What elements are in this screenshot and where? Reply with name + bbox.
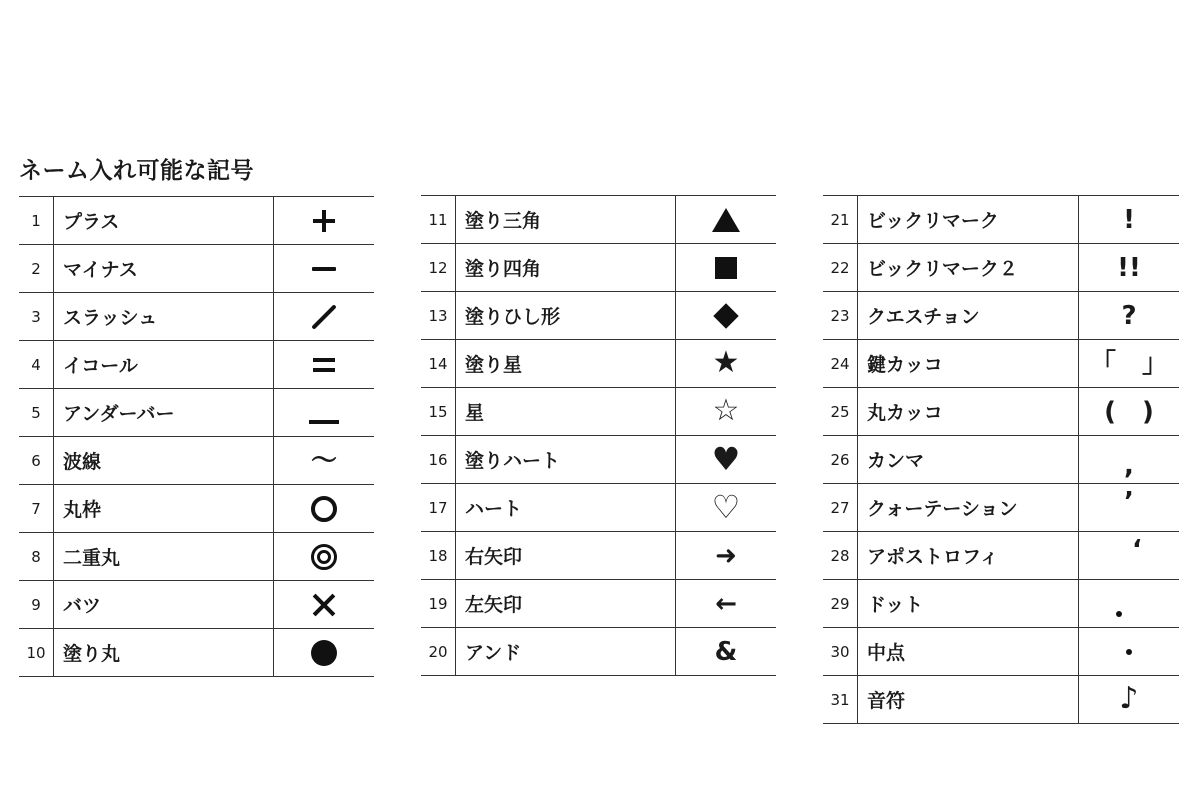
table-row [19,245,374,293]
table-row [421,292,776,340]
comma-icon [1079,436,1180,484]
right-arrow-icon [676,532,777,580]
table-row [19,629,374,677]
symbol-name: 右矢印 [456,532,676,580]
row-number: 19 [421,580,456,628]
parentheses-icon [1079,388,1180,436]
symbol-table-2 [421,195,776,676]
symbol-name: イコール [54,341,274,389]
row-number: 2 [19,245,54,293]
symbol-name: 二重丸 [54,533,274,581]
table-row [421,484,776,532]
table-row [421,244,776,292]
table-row [823,244,1179,292]
table-row [421,196,776,244]
star-outline-icon [676,388,777,436]
parentheses-glyph: ( ) [1104,396,1154,427]
table-row [823,532,1179,580]
symbol-name: クォーテーション [858,484,1079,532]
table-row [823,676,1179,724]
row-number: 18 [421,532,456,580]
symbol-name: ハート [456,484,676,532]
row-number: 8 [19,533,54,581]
double-exclamation-glyph: !! [1117,252,1141,283]
dot-icon [1079,580,1180,628]
table-row [19,341,374,389]
table-row [421,340,776,388]
exclamation-icon [1079,196,1180,244]
minus-icon [274,245,375,293]
symbol-name: 星 [456,388,676,436]
heart-outline-glyph: ♡ [711,487,741,526]
row-number: 13 [421,292,456,340]
symbol-name: 中点 [858,628,1079,676]
apostrophe-glyph: ‘ [1132,534,1142,565]
row-number: 30 [823,628,858,676]
table-row [421,388,776,436]
symbol-name: 鍵カッコ [858,340,1079,388]
filled-heart-icon [676,436,777,484]
ampersand-glyph: & [714,636,738,667]
filled-diamond-icon [676,292,777,340]
row-number: 28 [823,532,858,580]
symbol-name: カンマ [858,436,1079,484]
wave-dash-icon [274,437,375,485]
row-number: 12 [421,244,456,292]
page-title: ネーム入れ可能な記号 [19,158,254,184]
heart-outline-icon [676,484,777,532]
symbol-name: バツ [54,581,274,629]
left-arrow-glyph: ← [715,588,737,619]
table-row [19,293,374,341]
row-number: 23 [823,292,858,340]
table-row [421,532,776,580]
row-number: 21 [823,196,858,244]
row-number: 26 [823,436,858,484]
row-number: 25 [823,388,858,436]
row-number: 24 [823,340,858,388]
symbol-name: プラス [54,197,274,245]
slash-icon [274,293,375,341]
left-arrow-icon [676,580,777,628]
symbol-name: アポストロフィ [858,532,1079,580]
music-note-icon [1079,676,1180,724]
row-number: 17 [421,484,456,532]
corner-brackets-icon [1079,340,1180,388]
row-number: 27 [823,484,858,532]
corner-brackets-glyph: 「 」 [1089,348,1168,379]
row-number: 5 [19,389,54,437]
table-row [823,388,1179,436]
symbol-name: 左矢印 [456,580,676,628]
symbol-name: アンダーバー [54,389,274,437]
symbol-name: スラッシュ [54,293,274,341]
table-row [19,197,374,245]
symbol-name: ビックリマーク２ [858,244,1079,292]
table-row [823,196,1179,244]
row-number: 20 [421,628,456,676]
table-row [823,484,1179,532]
filled-star-icon [676,340,777,388]
row-number: 16 [421,436,456,484]
row-number: 9 [19,581,54,629]
underscore-icon [274,389,375,437]
exclamation-glyph: ! [1123,204,1135,235]
table-row [823,436,1179,484]
symbol-table-1 [19,196,374,677]
symbol-name: ビックリマーク [858,196,1079,244]
table-row [19,533,374,581]
symbol-name: 塗り星 [456,340,676,388]
music-note-glyph: ♪ [1119,681,1139,716]
symbol-name: アンド [456,628,676,676]
quotation-icon [1079,484,1180,532]
table-row [19,437,374,485]
filled-square-icon [676,244,777,292]
question-icon [1079,292,1180,340]
wave-dash-glyph: 〜 [310,445,337,476]
row-number: 11 [421,196,456,244]
ampersand-icon [676,628,777,676]
double-exclamation-icon [1079,244,1180,292]
row-number: 7 [19,485,54,533]
symbol-name: 塗りハート [456,436,676,484]
symbol-name: ドット [858,580,1079,628]
table-row [421,628,776,676]
symbol-table-3 [823,195,1179,724]
circle-outline-icon [274,485,375,533]
equals-icon [274,341,375,389]
plus-icon [274,197,375,245]
symbol-name: 音符 [858,676,1079,724]
table-row [421,436,776,484]
table-row [823,340,1179,388]
row-number: 4 [19,341,54,389]
symbol-name: 丸カッコ [858,388,1079,436]
row-number: 10 [19,629,54,677]
double-circle-icon [274,533,375,581]
table-row [19,581,374,629]
comma-glyph: , [1124,450,1134,481]
row-number: 31 [823,676,858,724]
symbol-name: 塗りひし形 [456,292,676,340]
filled-triangle-icon [676,196,777,244]
symbol-name: 塗り四角 [456,244,676,292]
table-row [421,580,776,628]
quotation-glyph: ’ [1124,486,1134,517]
row-number: 3 [19,293,54,341]
table-row [19,389,374,437]
symbol-name: 丸枠 [54,485,274,533]
symbol-name: マイナス [54,245,274,293]
symbol-name: 波線 [54,437,274,485]
symbol-name: 塗り三角 [456,196,676,244]
symbol-name: クエスチョン [858,292,1079,340]
row-number: 6 [19,437,54,485]
star-outline-glyph: ☆ [712,393,740,428]
row-number: 14 [421,340,456,388]
middle-dot-icon [1079,628,1180,676]
question-glyph: ? [1121,300,1137,331]
row-number: 1 [19,197,54,245]
right-arrow-glyph: ➜ [715,540,737,571]
row-number: 22 [823,244,858,292]
filled-heart-glyph: ♥ [711,439,741,478]
cross-icon [274,581,375,629]
table-row [823,292,1179,340]
symbol-name: 塗り丸 [54,629,274,677]
table-row [823,580,1179,628]
row-number: 15 [421,388,456,436]
apostrophe-icon [1079,532,1180,580]
table-row [823,628,1179,676]
table-row [19,485,374,533]
filled-star-glyph: ★ [712,345,740,380]
row-number: 29 [823,580,858,628]
filled-circle-icon [274,629,375,677]
